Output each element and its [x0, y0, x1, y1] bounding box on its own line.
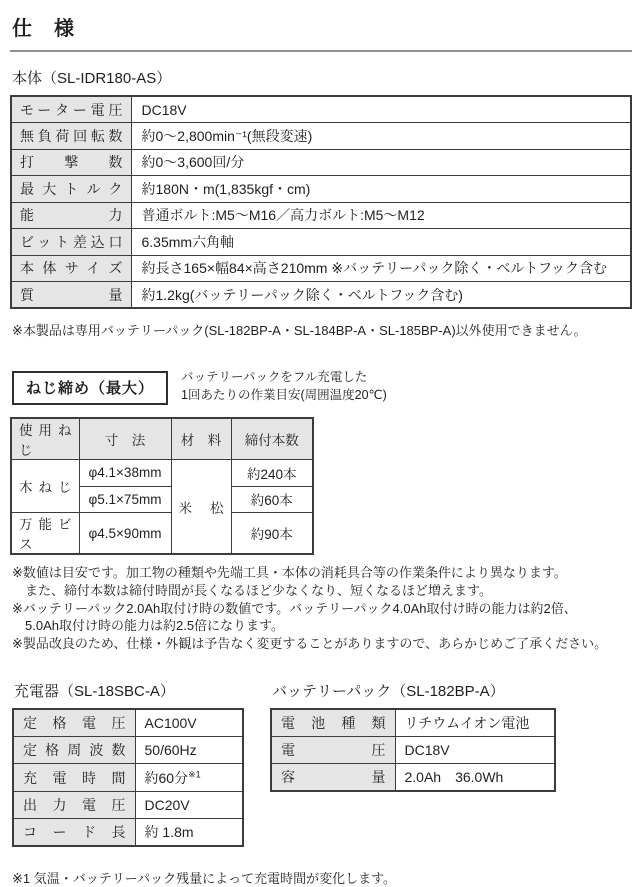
title-rule — [10, 50, 632, 52]
table-row — [271, 764, 555, 792]
table-row — [271, 709, 555, 737]
spec-label: 本体サイズ — [11, 255, 131, 282]
column-header: 材 料 — [171, 418, 231, 460]
spec-label: コード長 — [13, 819, 135, 847]
spec-label: 最大トルク — [11, 176, 131, 203]
spec-label: 打撃数 — [11, 149, 131, 176]
spec-value: リチウムイオン電池 — [395, 709, 555, 737]
screw-type-cell: 万能ビス — [11, 513, 79, 555]
table-row — [13, 709, 243, 737]
side-note-line: 1回あたりの作業目安(周囲温度20℃) — [181, 387, 387, 402]
spec-label: 定格電圧 — [13, 709, 135, 737]
spec-value: 約0～3,600回/分 — [131, 149, 631, 176]
spec-label: 充電時間 — [13, 764, 135, 792]
spec-value: 約 1.8m — [135, 819, 243, 847]
table-row — [11, 149, 631, 176]
battery-section — [270, 680, 556, 848]
side-note-line: バッテリーパックをフル充電した — [181, 370, 368, 384]
table-row — [11, 176, 631, 203]
spec-value: AC100V — [135, 709, 243, 737]
screw-capacity-table — [10, 417, 314, 555]
table-row — [271, 736, 555, 764]
spec-value: 2.0Ah 36.0Wh — [395, 764, 555, 792]
spec-value: 約長さ165×幅84×高さ210mm ※バッテリーパック除く・ベルトフック含む — [131, 255, 631, 282]
spec-value: 50/60Hz — [135, 736, 243, 764]
screw-size-cell: φ4.1×38mm — [79, 460, 171, 487]
spec-value: 約0～2,800min⁻¹(無段変速) — [131, 123, 631, 150]
spec-value: 6.35mm六角軸 — [131, 229, 631, 256]
spec-label: 質量 — [11, 282, 131, 309]
charge-time-value: 約60分 — [144, 769, 189, 786]
table-row — [13, 764, 243, 792]
column-header: 使用ねじ — [11, 418, 79, 460]
table-row — [11, 123, 631, 150]
spec-value: 普通ボルト:M5～M16／高力ボルト:M5～M12 — [131, 202, 631, 229]
battery-compatibility-note: ※本製品は専用バッテリーパック(SL-182BP-A・SL-184BP-A・SL-185BP-A)以外使用できません。 — [12, 323, 587, 338]
screw-size-cell: φ4.5×90mm — [79, 513, 171, 555]
main-spec-table — [10, 95, 632, 309]
spec-label: ビット差込口 — [11, 229, 131, 256]
page-title: 仕 様 — [12, 18, 75, 40]
spec-value: DC18V — [131, 96, 631, 123]
spec-label: 電池種類 — [271, 709, 395, 737]
spec-label: 出力電圧 — [13, 791, 135, 819]
footnote-line: ※バッテリーパック2.0Ah取付け時の数値です。バッテリーパック4.0Ah取付け時の能力は約2倍、 — [12, 600, 577, 616]
table-row — [13, 736, 243, 764]
spec-value: 約1.2kg(バッテリーパック除く・ベルトフック含む) — [131, 282, 631, 309]
screw-section-header — [12, 369, 630, 405]
spec-value: DC20V — [135, 791, 243, 819]
table-row — [11, 202, 631, 229]
footnote-line: また、締付本数は締付時間が長くなるほど少なくなり、短くなるほど増えます。 — [25, 582, 492, 598]
spec-label: 容量 — [271, 764, 395, 792]
table-row — [13, 791, 243, 819]
column-header: 寸 法 — [79, 418, 171, 460]
table-row — [13, 819, 243, 847]
main-unit-heading: 本体（SL-IDR180-AS） — [12, 70, 172, 87]
spec-label: モーター電圧 — [11, 96, 131, 123]
table-row — [11, 255, 631, 282]
battery-spec-table — [270, 708, 556, 793]
spec-label: 定格周波数 — [13, 736, 135, 764]
screw-size-cell: φ5.1×75mm — [79, 486, 171, 513]
footnote-line: ※製品改良のため、仕様・外観は予告なく変更することがありますので、あらかじめご了承ください。 — [12, 636, 608, 652]
table-row — [11, 460, 313, 487]
spec-label: 電圧 — [271, 736, 395, 764]
battery-heading: バッテリーパック（SL-182BP-A） — [272, 682, 505, 700]
screw-count-cell: 約240本 — [231, 460, 313, 487]
screw-section-badge: ねじ締め（最大） — [12, 371, 168, 405]
screw-type-cell: 木ねじ — [11, 460, 79, 513]
table-row — [11, 229, 631, 256]
footnote-line: 5.0Ah取付け時の能力は約2.5倍になります。 — [25, 618, 285, 634]
spec-value: 約180N・m(1,835kgf・cm) — [131, 176, 631, 203]
charge-time-footnote: ※1 気温・バッテリーパック残量によって充電時間が変化します。 — [12, 871, 397, 887]
charger-section — [12, 680, 270, 848]
material-cell: 米松 — [171, 460, 231, 555]
screw-count-cell: 約90本 — [231, 513, 313, 555]
table-row — [11, 96, 631, 123]
bottom-tables-row — [10, 680, 630, 848]
charger-heading: 充電器（SL-18SBC-A） — [14, 682, 175, 700]
screw-count-cell: 約60本 — [231, 486, 313, 513]
table-row — [11, 282, 631, 309]
spec-value: DC18V — [395, 736, 555, 764]
spec-label: 能力 — [11, 202, 131, 229]
charger-spec-table — [12, 708, 244, 848]
footnotes-block — [12, 564, 630, 653]
spec-value — [135, 764, 243, 792]
table-header-row — [11, 418, 313, 460]
table-row — [11, 513, 313, 555]
column-header: 締付本数 — [231, 418, 313, 460]
screw-section-side-note — [181, 369, 387, 404]
spec-label: 無負荷回転数 — [11, 123, 131, 150]
charge-time-footnote-marker: ※1 — [188, 769, 201, 780]
footnote-line: ※数値は目安です。加工物の種類や先端工具・本体の消耗具合等の作業条件により異なります。 — [12, 565, 567, 580]
